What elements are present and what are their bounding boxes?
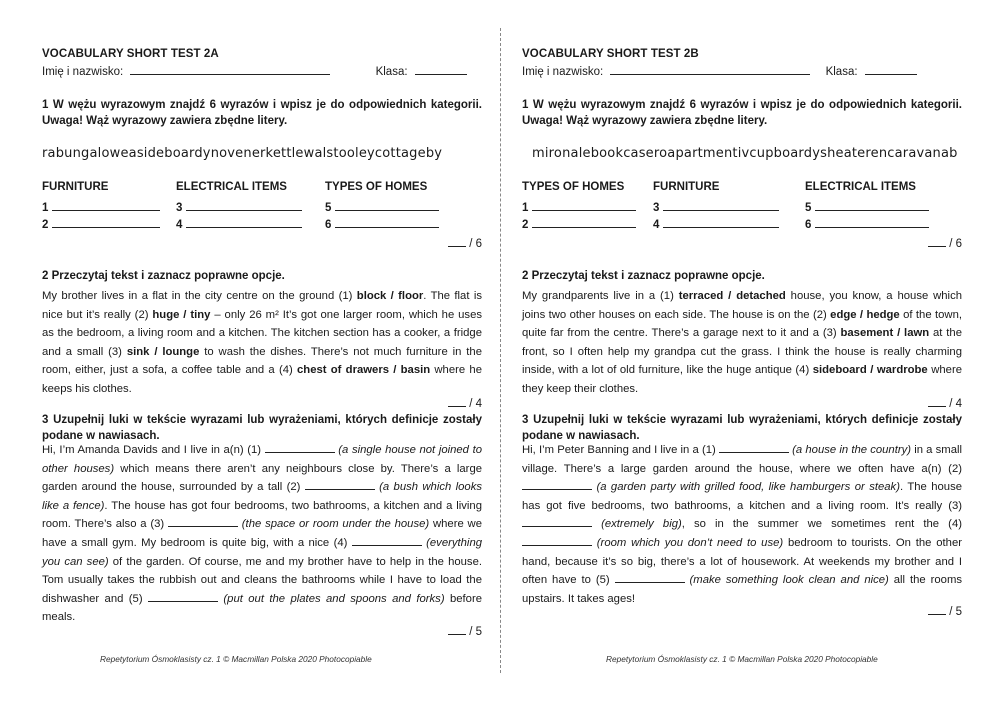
answer-blank[interactable]	[663, 200, 779, 211]
answer-blank[interactable]	[815, 217, 929, 228]
category-header: FURNITURE	[42, 181, 109, 193]
option-pair[interactable]: huge / tiny	[152, 308, 211, 321]
class-field[interactable]	[865, 64, 917, 75]
task3-text: Hi, I’m Amanda Davids and I live in a(n) (1) (a single house not joined to other houses) which means there aren’t any neighbours close by. There’s a large garden around the house, surrounded by a tall (2) (a bush which looks like a fence). The house has got four bedrooms, two bathrooms, a kitchen and a living room. There’s also a (3) (the space or room under the house) where we have a small gym. My bedroom is quite big, with a nice (4) (everything you can see) of the garden. Of course, me and my brother have to help in the house. Tom usually takes the rubbish out and cleans the bathrooms while I have to load the dishwasher and (5) (put out the plates and spoons and forks) before meals.	[42, 444, 483, 624]
option-pair[interactable]: basement / lawn	[840, 327, 930, 340]
task2-score: / 4	[928, 396, 962, 410]
category-header: TYPES OF HOMES	[522, 181, 625, 193]
task1-instruction: 1 W wężu wyrazowym znajdź 6 wyrazów i wpisz je do odpowiednich kategorii. Uwaga! Wąż wyrazowy zawiera zbędne litery.	[42, 99, 482, 127]
option-pair[interactable]: block / floor	[356, 290, 424, 302]
answer-slot: 4	[653, 217, 779, 231]
test-2a	[42, 0, 482, 707]
name-field[interactable]	[130, 64, 330, 75]
answer-slot: 3	[653, 200, 779, 214]
answer-slot: 1	[522, 200, 636, 214]
answer-blank[interactable]	[335, 200, 439, 211]
answer-slot: 5	[325, 200, 439, 214]
answer-blank[interactable]	[663, 217, 779, 228]
footer: Repetytorium Ósmoklasisty cz. 1 © Macmillan Polska 2020 Photocopiable	[100, 654, 372, 664]
answer-slot: 3	[176, 200, 302, 214]
answer-blank[interactable]	[335, 217, 439, 228]
answer-blank[interactable]	[52, 217, 160, 228]
task2-score: / 4	[448, 396, 482, 410]
answer-slot: 1	[42, 200, 160, 214]
task3-text: Hi, I’m Peter Banning and I live in a (1) (a house in the country) in a small village. There’s a large garden around the house, where we often have a(n) (2) (a garden party with grilled food, like hamburgers or steak). The house has got five bedrooms, two bathrooms, a kitchen and a living room. It’s really (3) (extremely big), so in the summer we sometimes rent the (4) (room which you don’t need to use) bedroom to tourists. On the other hand, because it’s so big, there’s a lot of housework. At weekends my brother and I often have to (5) (make something look clean and nice) all the rooms upstairs. It takes ages!	[522, 444, 963, 605]
option-pair[interactable]: terraced / detached	[678, 290, 786, 302]
test-2b	[522, 0, 962, 707]
option-pair[interactable]: sideboard / wardrobe	[812, 364, 928, 377]
answer-slot: 2	[42, 217, 160, 231]
answer-blank[interactable]	[52, 200, 160, 211]
answer-blank[interactable]	[186, 217, 302, 228]
category-header: ELECTRICAL ITEMS	[176, 181, 287, 193]
answer-slot: 5	[805, 200, 929, 214]
name-class-row	[42, 64, 482, 78]
test-title: VOCABULARY SHORT TEST 2A	[42, 48, 219, 60]
answer-blank[interactable]	[815, 200, 929, 211]
gap-blank[interactable]	[148, 591, 218, 602]
class-label: Klasa:	[825, 66, 858, 78]
task2-text: My grandparents live in a (1) terraced / detached house, you know, a house which joins two other houses on each side. The house is on the (2) edge / hedge of the town, quite far from the centre. There’s a garage next to it and a (3) basement / lawn at the front, so I often help my grandpa cut the grass. I think the house is really charming inside, with a lot of old furniture, like the huge antique (4) sideboard / wardrobe where they keep their clothes.	[522, 290, 962, 395]
answer-slot: 6	[325, 217, 439, 231]
class-label: Klasa:	[375, 66, 408, 78]
answer-slot: 2	[522, 217, 636, 231]
task1-score: / 6	[928, 236, 962, 250]
word-snake: mironalebookcaseroapartmentivcupboardysheaterencaravanab	[532, 146, 958, 161]
answer-blank[interactable]	[186, 200, 302, 211]
name-label: Imię i nazwisko:	[42, 66, 124, 78]
task2-instruction: 2 Przeczytaj tekst i zaznacz poprawne opcje.	[522, 270, 765, 282]
gap-blank[interactable]	[522, 479, 592, 490]
task2-instruction: 2 Przeczytaj tekst i zaznacz poprawne opcje.	[42, 270, 285, 282]
name-class-row	[522, 64, 962, 78]
gap-blank[interactable]	[352, 535, 422, 546]
name-label: Imię i nazwisko:	[522, 66, 604, 78]
task1-instruction: 1 W wężu wyrazowym znajdź 6 wyrazów i wpisz je do odpowiednich kategorii. Uwaga! Wąż wyrazowy zawiera zbędne litery.	[522, 99, 962, 127]
answer-slot: 4	[176, 217, 302, 231]
task3-instruction: 3 Uzupełnij luki w tekście wyrazami lub wyrażeniami, których definicje zostały podane w nawiasach.	[42, 414, 482, 442]
page-divider	[500, 28, 501, 673]
category-header: TYPES OF HOMES	[325, 181, 428, 193]
footer: Repetytorium Ósmoklasisty cz. 1 © Macmillan Polska 2020 Photocopiable	[606, 654, 878, 664]
option-pair[interactable]: edge / hedge	[830, 308, 900, 321]
answer-blank[interactable]	[532, 217, 636, 228]
task3-instruction: 3 Uzupełnij luki w tekście wyrazami lub wyrażeniami, których definicje zostały podane w nawiasach.	[522, 414, 962, 442]
option-pair[interactable]: chest of drawers / basin	[297, 364, 431, 377]
task3-score: / 5	[448, 624, 482, 638]
word-snake: rabungaloweasideboardynovenerkettlewalstooleycottageby	[42, 146, 443, 161]
gap-blank[interactable]	[265, 442, 335, 453]
class-field[interactable]	[415, 64, 467, 75]
task2-text: My brother lives in a flat in the city centre on the ground (1) block / floor. The flat is nice but it’s really (2) huge / tiny – only 26 m² It’s got one larger room, which he uses as the bedroom, a living room and a kitchen. The kitchen section has a cooker, a fridge and a small (3) sink / lounge to wash the dishes. There’s not much furniture in the room, either, just a sofa, a coffee table and a (4) chest of drawers / basin where he keeps his clothes.	[42, 290, 483, 395]
gap-blank[interactable]	[168, 516, 238, 527]
task3-score: / 5	[928, 604, 962, 618]
gap-blank[interactable]	[522, 535, 592, 546]
gap-blank[interactable]	[615, 572, 685, 583]
gap-blank[interactable]	[719, 442, 789, 453]
category-header: ELECTRICAL ITEMS	[805, 181, 916, 193]
option-pair[interactable]: sink / lounge	[126, 345, 200, 358]
answer-blank[interactable]	[532, 200, 636, 211]
name-field[interactable]	[610, 64, 810, 75]
answer-slot: 6	[805, 217, 929, 231]
task1-score: / 6	[448, 236, 482, 250]
test-title: VOCABULARY SHORT TEST 2B	[522, 48, 699, 60]
category-header: FURNITURE	[653, 181, 720, 193]
gap-blank[interactable]	[522, 516, 592, 527]
gap-blank[interactable]	[305, 479, 375, 490]
